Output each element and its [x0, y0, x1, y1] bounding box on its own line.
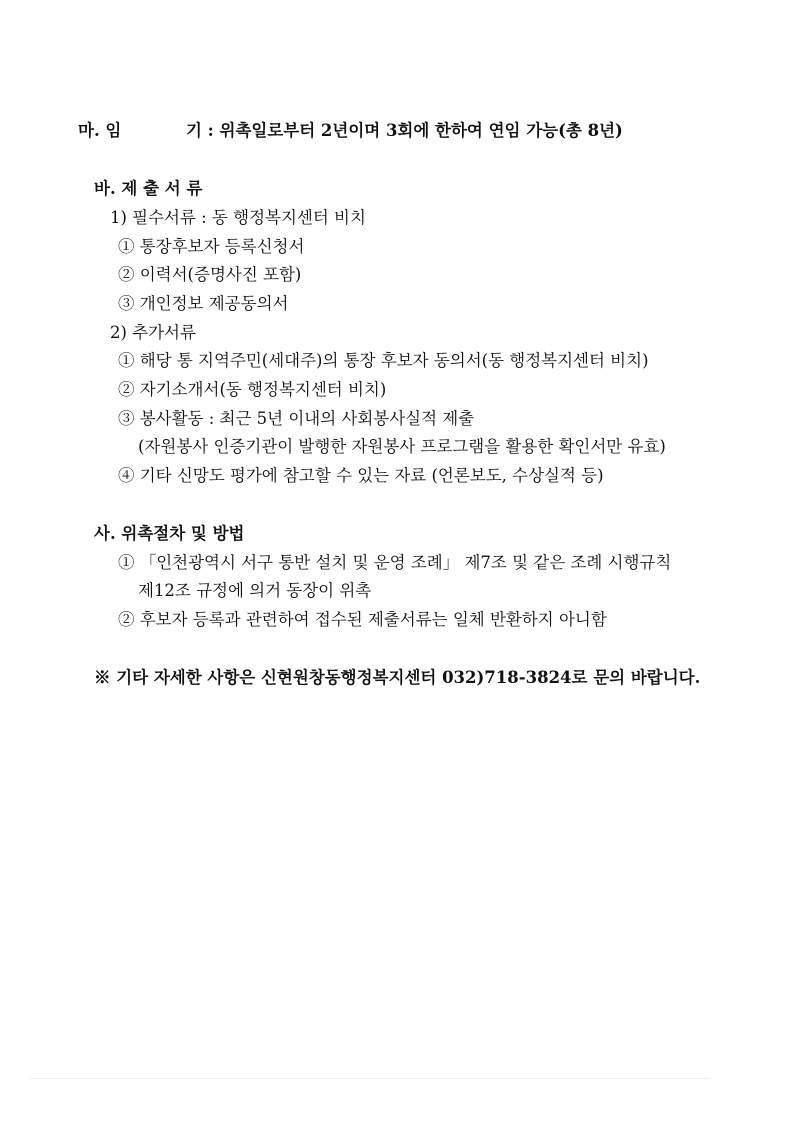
additional-doc-note: (자원봉사 인증기관이 발행한 자원봉사 프로그램을 활용한 확인서만 유효)	[138, 437, 666, 456]
required-doc-item: ② 이력서(증명사진 포함)	[118, 265, 302, 284]
term-heading: 마. 임	[78, 121, 122, 140]
additional-doc-item: ① 해당 통 지역주민(세대주)의 통장 후보자 동의서(동 행정복지센터 비치)	[118, 351, 649, 370]
scan-artifact-line	[30, 1078, 710, 1079]
additional-doc-item: ④ 기타 신망도 평가에 참고할 수 있는 자료 (언론보도, 수상실적 등)	[118, 466, 604, 485]
contact-notice: ※ 기타 자세한 사항은 신현원창동행정복지센터 032)718-3824로 문의 바랍니다.	[94, 668, 701, 687]
procedure-item: ① 「인천광역시 서구 통반 설치 및 운영 조례」 제7조 및 같은 조례 시행규칙	[118, 553, 672, 572]
procedure-item-continuation: 제12조 규정에 의거 동장이 위촉	[138, 581, 372, 600]
required-docs-title: 1) 필수서류 : 동 행정복지센터 비치	[110, 208, 366, 227]
additional-doc-item: ② 자기소개서(동 행정복지센터 비치)	[118, 380, 387, 399]
additional-docs-title: 2) 추가서류	[110, 323, 196, 342]
required-doc-item: ① 통장후보자 등록신청서	[118, 237, 305, 256]
required-doc-item: ③ 개인정보 제공동의서	[118, 294, 289, 313]
procedure-heading: 사. 위촉절차 및 방법	[94, 524, 245, 543]
term-text: 기 : 위촉일로부터 2년이며 3회에 한하여 연임 가능(총 8년)	[186, 121, 623, 140]
term-line	[78, 120, 623, 142]
submission-heading: 바. 제 출 서 류	[94, 179, 203, 198]
additional-doc-item: ③ 봉사활동 : 최근 5년 이내의 사회봉사실적 제출	[118, 409, 475, 428]
procedure-item: ② 후보자 등록과 관련하여 접수된 제출서류는 일체 반환하지 아니함	[118, 610, 607, 629]
